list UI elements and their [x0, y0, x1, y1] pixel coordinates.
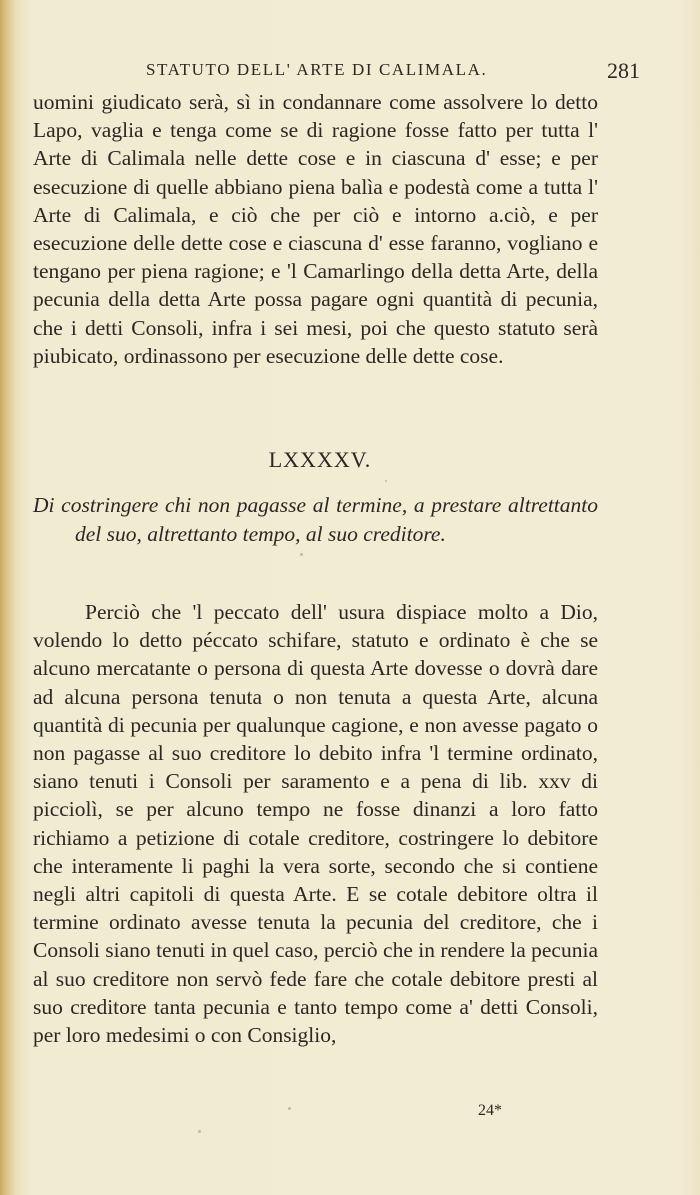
running-head: STATUTO DELL' ARTE DI CALIMALA. [146, 60, 488, 79]
body-paragraph [33, 598, 598, 1049]
page-number: 281 [607, 58, 640, 83]
paragraph-text: Perciò che 'l peccato dell' usura dispiace molto a Dio, volendo lo detto péccato schifare, statuto e ordinato è che se alcuno mercatante o persona di questa Arte dovesse o dovrà dare ad alcuna persona tenuta o non tenuta a questa Arte, alcuna quantità di pecunia per qualunque cagione, e non avesse pagato o non pagasse al suo creditore lo debito infra 'l termine ordinato, siano tenuti i Consoli per saramento e a pena di lib. xxv di picciolì, se per alcuno tempo ne fosse dinanzi a loro fatto richiamo a petizione di cotale creditore, costringere lo debitore che interamente li paghi la vera sorte, secondo che si contiene negli altri capitoli di questa Arte. E se cotale debitore oltra il termine ordinato avesse tenuta la pecunia del creditore, che i Consoli siano tenuti in quel caso, perciò che in rendere la pecunia al suo creditore non servò fede fare che cotale debitore presti al suo creditore tanta pecunia e tanto tempo come a' detti Consoli, per loro medesimi o con Consiglio, [33, 600, 598, 1048]
body-paragraph-continuation [33, 88, 598, 370]
chapter-rubric: Di costringere chi non pagasse al termine, a prestare altrettanto del suo, altrettanto tempo, al suo creditore. [33, 493, 598, 546]
chapter-number: LXXXXV. [268, 447, 372, 472]
page-header [40, 58, 652, 86]
paragraph-text: uomini giudicato serà, sì in condannare come assolvere lo detto Lapo, vaglia e tenga come se di ragione fosse fatto per tutta l' Arte di Calimala nelle dette cose e in ciascuna d' esse; e per esecuzione di quelle abbiano piena balìa e podestà come a tutta l' Arte di Calimala, e ciò che per ciò e intorno a.ciò, e per esecuzione delle dette cose e ciascuna d' esse faranno, vogliano e tengano per piena ragione; e 'l Camarlingo della detta Arte, della pecunia della detta Arte possa pagare ogni quantità di pecunia, che i detti Consoli, infra i sei mesi, poi che questo statuto serà piubicato, ordinassono per esecuzione delle dette cose. [33, 90, 598, 368]
signature-mark: 24* [478, 1102, 502, 1119]
